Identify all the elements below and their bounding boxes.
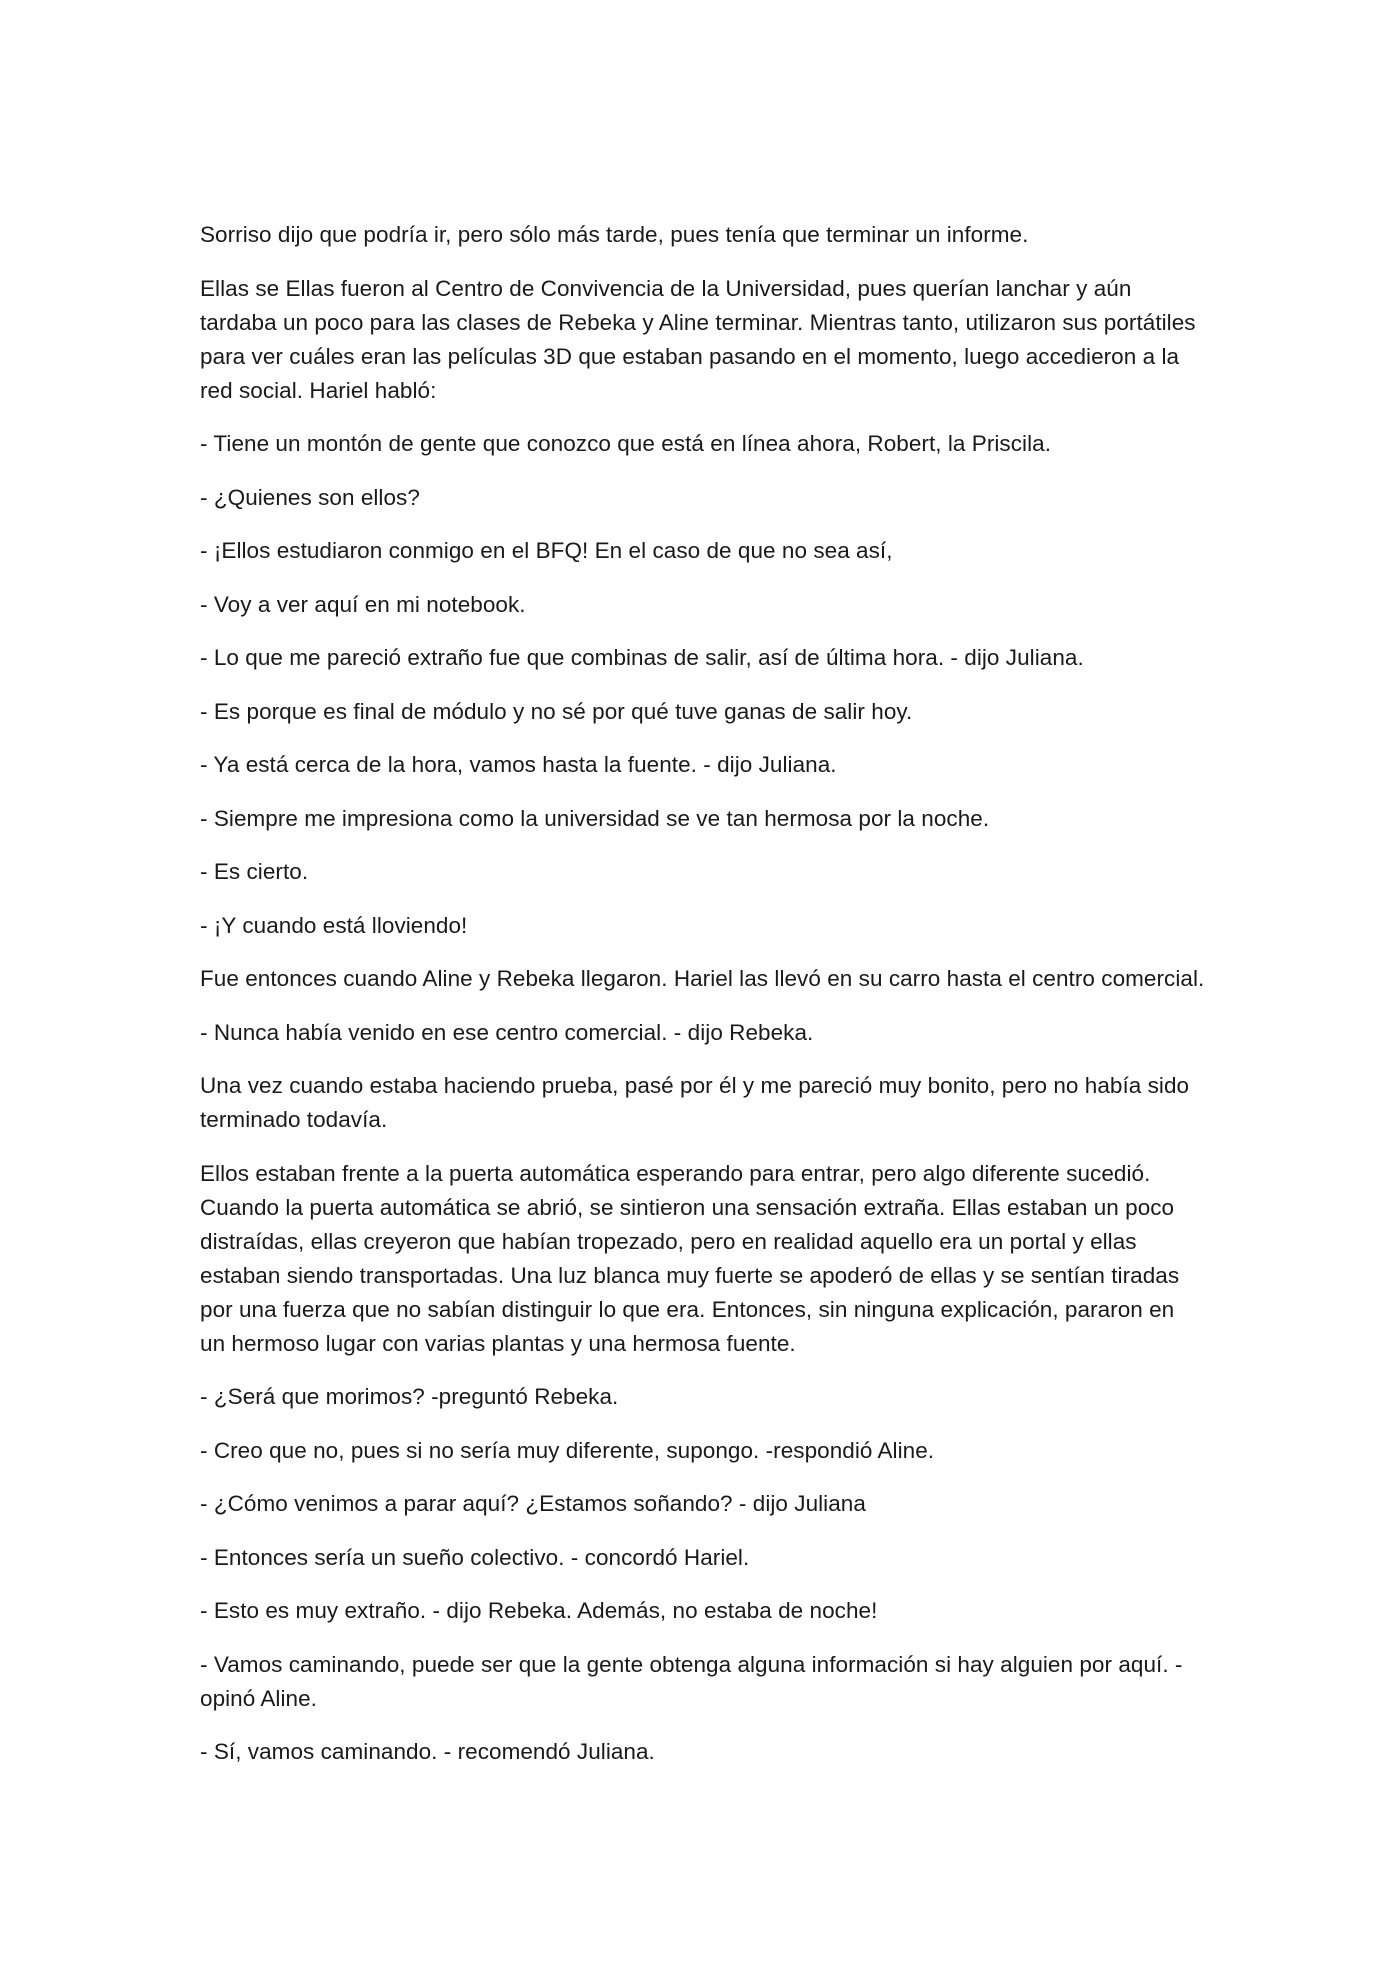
paragraph: - Sí, vamos caminando. - recomendó Juliana. bbox=[200, 1739, 655, 1764]
paragraph: - Entonces sería un sueño colectivo. - concordó Hariel. bbox=[200, 1544, 750, 1570]
paragraph: Ellas se Ellas fueron al Centro de Convivencia de la Universidad, pues querían lanchar y aún tardaba un poco para las clases de Rebeka y Aline terminar. Mientras tanto, utilizaron sus portátiles para ver cuáles eran las películas 3D que estaban pasando en el momento, luego accedieron a la red social. Hariel habló: bbox=[200, 275, 1196, 403]
paragraph: Ellos estaban frente a la puerta automática esperando para entrar, pero algo diferente sucedió. Cuando la puerta automática se abrió, se sintieron una sensación extraña. Ellas estaban un poco distraídas, ellas creyeron que habían tropezado, pero en realidad aquello era un portal y ellas estaban siendo transportadas. Una luz blanca muy fuerte se apoderó de ellas y se sentían tiradas por una fuerza que no sabían distinguir lo que era. Entonces, sin ninguna explicación, pararon en un hermoso lugar con varias plantas y una hermosa fuente. bbox=[200, 1160, 1180, 1356]
paragraph: - ¿Quienes son ellos? bbox=[200, 484, 420, 510]
paragraph: - Nunca había venido en ese centro comercial. - dijo Rebeka. bbox=[200, 1019, 814, 1045]
paragraph: - Lo que me pareció extraño fue que combinas de salir, así de última hora. - dijo Juliana. bbox=[200, 645, 1084, 670]
paragraph: - ¡Y cuando está lloviendo! bbox=[200, 912, 468, 938]
paragraph: - ¿Será que morimos? -preguntó Rebeka. bbox=[200, 1384, 619, 1409]
paragraph: - Voy a ver aquí en mi notebook. bbox=[200, 591, 526, 617]
paragraph: - Vamos caminando, puede ser que la gente obtenga alguna información si hay alguien por aquí. - opinó Aline. bbox=[200, 1651, 1183, 1711]
paragraph: - Esto es muy extraño. - dijo Rebeka. Además, no estaba de noche! bbox=[200, 1598, 878, 1623]
paragraph: - Es porque es final de módulo y no sé por qué tuve ganas de salir hoy. bbox=[200, 698, 913, 724]
paragraph: - ¿Cómo venimos a parar aquí? ¿Estamos soñando? - dijo Juliana bbox=[200, 1491, 866, 1516]
paragraph: Sorriso dijo que podría ir, pero sólo más tarde, pues tenía que terminar un informe. bbox=[200, 222, 1029, 247]
paragraph: - Tiene un montón de gente que conozco que está en línea ahora, Robert, la Priscila. bbox=[200, 431, 1051, 456]
paragraph: - Creo que no, pues si no sería muy diferente, supongo. -respondió Aline. bbox=[200, 1437, 935, 1463]
paragraph: - Ya está cerca de la hora, vamos hasta la fuente. - dijo Juliana. bbox=[200, 752, 837, 777]
paragraph: Fue entonces cuando Aline y Rebeka llegaron. Hariel las llevó en su carro hasta el centro comercial. bbox=[200, 966, 1205, 991]
paragraph: - Es cierto. bbox=[200, 859, 309, 884]
paragraph: - ¡Ellos estudiaron conmigo en el BFQ! En el caso de que no sea así, bbox=[200, 538, 893, 563]
paragraph: - Siempre me impresiona como la universidad se ve tan hermosa por la noche. bbox=[200, 805, 990, 831]
paragraph: Una vez cuando estaba haciendo prueba, pasé por él y me pareció muy bonito, pero no había sido terminado todavía. bbox=[200, 1073, 1190, 1132]
document-page bbox=[200, 218, 1205, 1789]
